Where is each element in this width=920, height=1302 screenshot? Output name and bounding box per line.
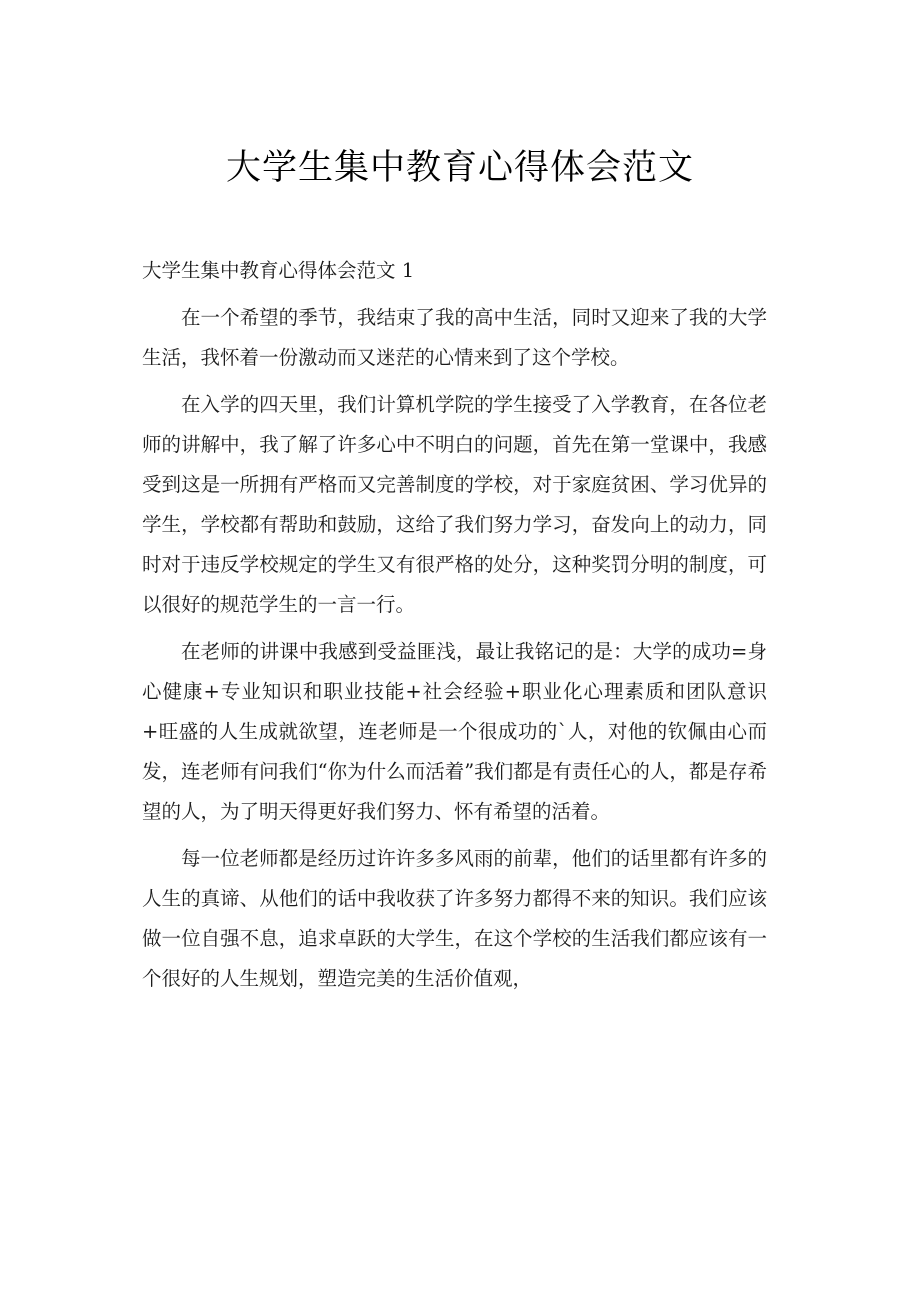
paragraph-4: 每一位老师都是经历过许许多多风雨的前辈，他们的话里都有许多的人生的真谛、从他们的话中我收获了许多努力都得不来的知识。我们应该做一位自强不息，追求卓跃的大学生，在这个学校的生活我们都应该有一个很好的人生规划，塑造完美的生活价值观，	[142, 847, 767, 990]
paragraph-3: 在老师的讲课中我感到受益匪浅，最让我铭记的是：大学的成功=身心健康+专业知识和职业技能+社会经验+职业化心理素质和团队意识+旺盛的人生成就欲望，连老师是一个很成功的`人，对他的钦佩由心而发，连老师有问我们“你为什么而活着”我们都是有责任心的人，都是存希望的人，为了明天得更好我们努力、怀有希望的活着。	[142, 640, 767, 823]
document-title: 大学生集中教育心得体会范文	[225, 148, 694, 188]
section-heading: 大学生集中教育心得体会范文 1	[142, 259, 415, 282]
document-body	[142, 251, 767, 1006]
paragraph-2: 在入学的四天里，我们计算机学院的学生接受了入学教育，在各位老师的讲解中，我了解了许多心中不明白的问题，首先在第一堂课中，我感受到这是一所拥有严格而又完善制度的学校，对于家庭贫困、学习优异的学生，学校都有帮助和鼓励，这给了我们努力学习，奋发向上的动力，同时对于违反学校规定的学生又有很严格的处分，这种奖罚分明的制度，可以很好的规范学生的一言一行。	[142, 393, 767, 616]
paragraph-1: 在一个希望的季节，我结束了我的高中生活，同时又迎来了我的大学生活，我怀着一份激动而又迷茫的心情来到了这个学校。	[142, 306, 767, 369]
